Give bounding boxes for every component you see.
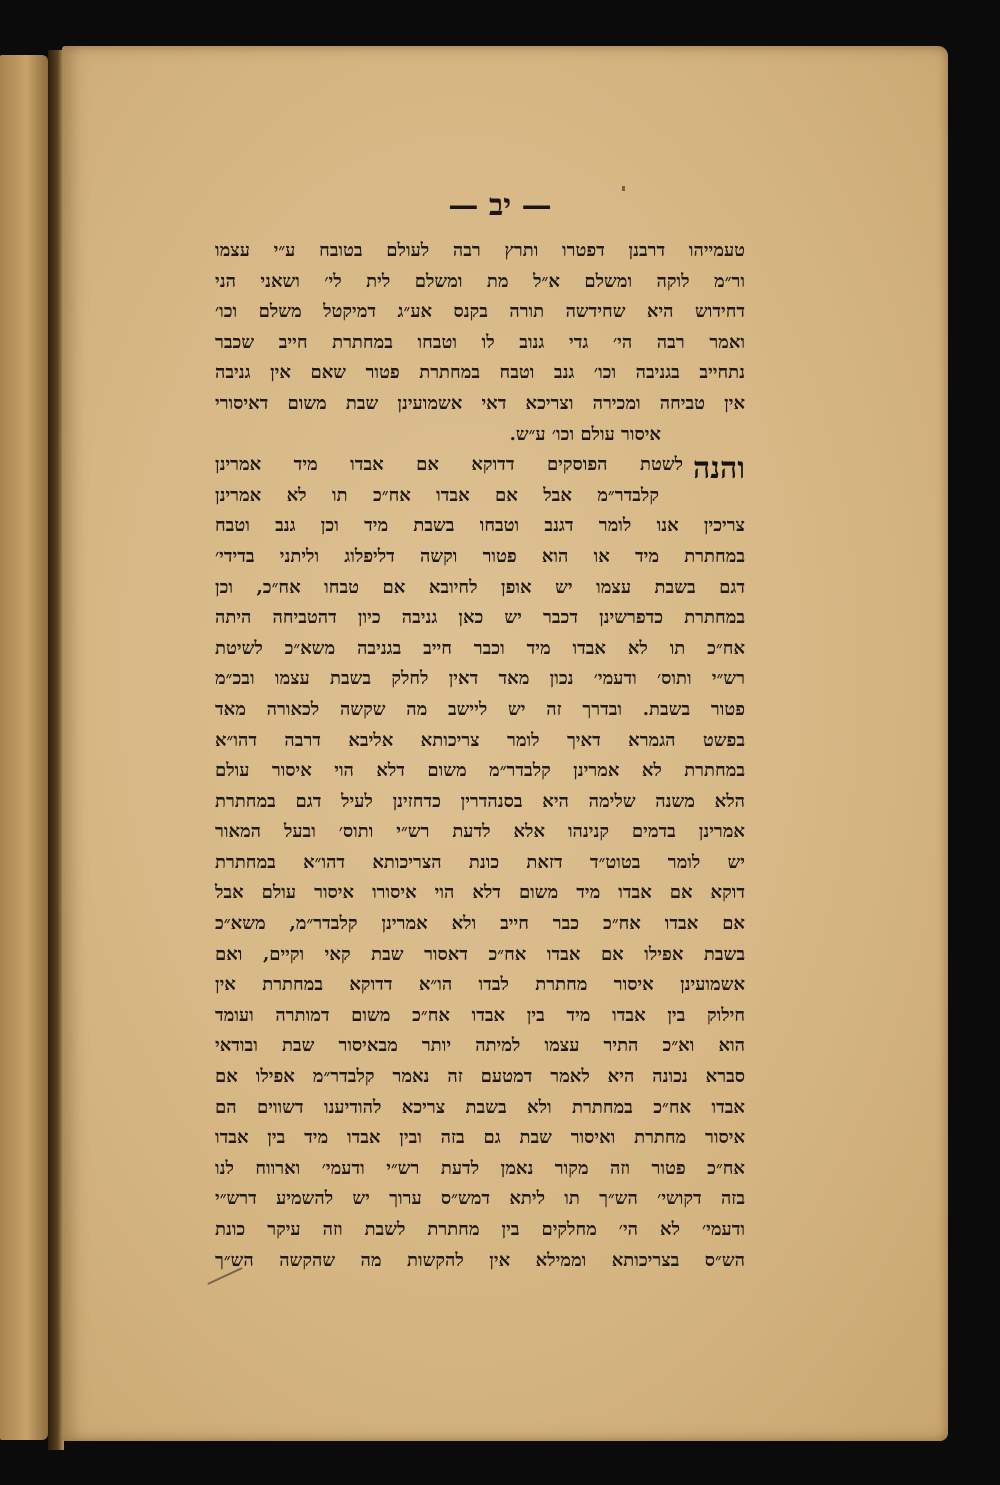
text-line: צריכין אנו לומר דגנב וטבחו בשבת מיד וכן גנב וטבח [215, 515, 745, 537]
paragraph-lead-word: והנה [693, 451, 745, 487]
text-line: בזה דקושי׳ הש״ך תו ליתא דמש״ס ערוך יש להשמיע דרש״י [215, 1188, 745, 1210]
text-line: איסור מחתרת ואיסור שבת גם בזה ובין אבדו מיד בין אבדו [215, 1127, 745, 1149]
text-line [215, 450, 745, 487]
text-line: איסור עולם וכו׳ ע״ש. [509, 423, 661, 445]
text-line: הלא משנה שלימה היא בסנהדרין כדחזינן לעיל דגם במחתרת [215, 790, 745, 812]
previous-page-edge [0, 55, 48, 1440]
text-line: יש לומר בטוט״ד דזאת כונת הצריכותא דהו״א במחתרת [215, 851, 745, 873]
text-line: נתחייב בגניבה וכו׳ גנב וטבח במחתרת פטור שאם אין גניבה [215, 362, 745, 384]
text-line: הוא וא״כ התיר עצמו למיתה יותר מבאיסור שבת ובודאי [215, 1035, 745, 1057]
text-line: רש״י ותוס׳ ודעמי׳ נכון מאד דאין לחלק בשבת עצמו ובכ״מ [215, 668, 745, 690]
text-line: חילוק בין אבדו מיד בין אבדו אח״כ משום דמותרה ועומד [215, 1004, 745, 1026]
text-line: אבדו אח״כ במחתרת ולא בשבת צריכא להודיענו דשווים הם [215, 1096, 745, 1118]
text-line: בפשט הגמרא דאיך לומר צריכותא אליבא דרבה דהו״א [215, 729, 745, 751]
text-line: טעמייהו דרבנן דפטרו ותרץ רבה לעולם בטובח ע״י עצמו [215, 240, 745, 261]
text-line: אח״כ תו לא אבדו מיד וכבר חייב בגניבה משא״כ לשיטת [215, 637, 745, 659]
body-text [215, 236, 745, 1276]
text-line: הש״ס בצריכותא וממילא אין להקשות מה שהקשה הש״ך [215, 1249, 745, 1271]
text-line: קלבדר״מ אבל אם אבדו אח״כ תו לא אמרינן [215, 484, 659, 506]
text-line: ואמר רבה הי׳ גדי גנוב לו וטבחו במחתרת חייב שכבר [215, 331, 745, 353]
text-line: אמרינן בדמים קנינהו אלא לדעת רש״י ותוס׳ ובעל המאור [215, 821, 745, 843]
text-line: במחתרת לא אמרינן קלבדר״מ משום דלא הוי איסור עולם [215, 760, 745, 782]
text-line: פטור בשבת. ובדרך זה יש ליישב מה שקשה לכאורה מאד [215, 698, 745, 720]
text-line: במחתרת מיד או הוא פטור וקשה דליפלוג וליתני בדידי׳ [215, 545, 745, 567]
text-line: ודעמי׳ לא הי׳ מחלקים בין מחתרת לשבת וזה עיקר כונת [215, 1219, 745, 1240]
text-line: אין טביחה ומכירה וצריכא דאי אשמועינן שבת משום דאיסורי [215, 392, 745, 414]
text-line: סברא נכונה היא לאמר דמטעם זה נאמר קלבדר״מ אפילו אם [215, 1066, 745, 1088]
text-line: אח״כ פטור וזה מקור נאמן לדעת רש״י ודעמי׳ וארווח לנו [215, 1157, 745, 1179]
text-line: בשבת אפילו אם אבדו אח״כ דאסור שבת קאי וקיים, ואם [215, 943, 745, 965]
text-line-content: לשטת הפוסקים דדוקא אם אבדו מיד אמרינן [215, 454, 683, 476]
text-line: דחידוש היא שחידשה תורה בקנס אע״ג דמיקטל משלם וכו׳ [215, 301, 745, 323]
text-line: אם אבדו אח״כ כבר חייב ולא אמרינן קלבדר״מ, משא״כ [215, 913, 745, 935]
text-line: במחתרת כדפרשינן דכבר יש כאן גניבה כיון דהטביחה היתה [215, 607, 745, 629]
text-line: ור״מ לוקה ומשלם א״ל מת ומשלם לית לי׳ ושאני הני [215, 270, 745, 292]
text-line: דוקא אם אבדו מיד משום דלא הוי איסורו איסור עולם אבל [215, 882, 745, 904]
text-line: דגם בשבת עצמו יש אופן לחיובא אם טבחו אח״כ, וכן [215, 576, 745, 598]
page-number: — יב — [448, 188, 552, 223]
text-line: אשמועינן איסור מחתרת לבדו הו״א דדוקא במחתרת אין [215, 974, 745, 996]
